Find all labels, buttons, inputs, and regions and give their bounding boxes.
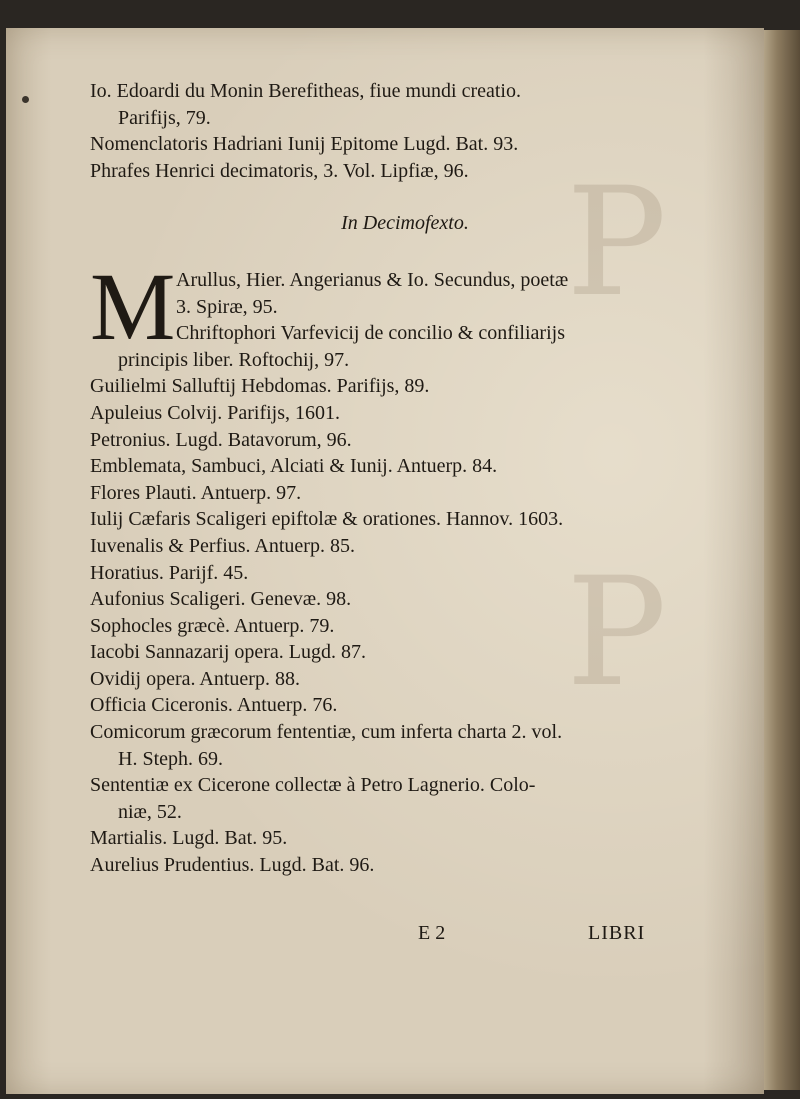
- catalog-entry-line: Ovidij opera. Antuerp. 88.: [90, 667, 300, 690]
- catalog-entry-line: Flores Plauti. Antuerp. 97.: [90, 481, 302, 504]
- catalog-entry-line: H. Steph. 69.: [118, 747, 223, 770]
- catalog-entry-line: Iulij Cæfaris Scaligeri epiftolæ & orationes. Hannov. 1603.: [90, 508, 564, 531]
- dropcap-line: Arullus, Hier. Angerianus & Io. Secundus, poetæ: [176, 268, 569, 291]
- entry-list-top: [90, 78, 680, 184]
- catalog-entry-line: Officia Ciceronis. Antuerp. 76.: [90, 694, 338, 717]
- entry-list-bottom: [90, 347, 680, 879]
- bleed-through-mark: P: [566, 156, 667, 330]
- dropcap-letter: M: [90, 252, 176, 360]
- catalog-entry-line: Iacobi Sannazarij opera. Lugd. 87.: [90, 641, 367, 664]
- catalog-entry-line: principis liber. Roftochij, 97.: [118, 348, 350, 371]
- book-page-edge: [762, 30, 800, 1090]
- dropcap-line: Chriftophori Varfevicij de concilio & confiliarijs: [176, 322, 565, 345]
- catalog-entry-line: Guilielmi Salluftij Hebdomas. Parifijs, 89.: [90, 375, 430, 398]
- section-heading: In Decimofexto.: [341, 212, 469, 235]
- catalog-entry-line: Sophocles græcè. Antuerp. 79.: [90, 614, 335, 637]
- catalog-entry-line: Nomenclatoris Hadriani Iunij Epitome Lugd. Bat. 93.: [90, 133, 519, 156]
- catalog-entry-line: Aurelius Prudentius. Lugd. Bat. 96.: [90, 854, 375, 877]
- catalog-entry-line: Horatius. Parijf. 45.: [90, 561, 249, 584]
- page-dot-mark: [22, 96, 29, 103]
- catalog-entry-line: Apuleius Colvij. Parifijs, 1601.: [90, 401, 340, 424]
- catalog-entry-line: Iuvenalis & Perfius. Antuerp. 85.: [90, 534, 355, 557]
- catalog-entry-line: Emblemata, Sambuci, Alciati & Iunij. Antuerp. 84.: [90, 455, 498, 478]
- page-text: [90, 78, 680, 879]
- signature-mark: E 2: [418, 922, 446, 944]
- catalog-entry-line: Io. Edoardi du Monin Berefitheas, fiue mundi creatio.: [90, 80, 521, 102]
- catalog-entry-line: Parifijs, 79.: [118, 106, 211, 129]
- dropcap-line: 3. Spiræ, 95.: [176, 295, 278, 318]
- catalog-entry-line: niæ, 52.: [118, 800, 182, 823]
- catalog-entry-line: Sententiæ ex Cicerone collectæ à Petro Lagnerio. Colo-: [90, 774, 536, 797]
- catalog-entry-line: Martialis. Lugd. Bat. 95.: [90, 827, 288, 850]
- catalog-entry-line: Phrafes Henrici decimatoris, 3. Vol. Lipfiæ, 96.: [90, 159, 469, 182]
- catchword: LIBRI: [588, 922, 646, 944]
- catalog-entry-line: Aufonius Scaligeri. Genevæ. 98.: [90, 588, 352, 611]
- catalog-entry-line: Petronius. Lugd. Batavorum, 96.: [90, 428, 352, 451]
- catalog-entry-line: Comicorum græcorum fententiæ, cum inferta charta 2. vol.: [90, 721, 563, 744]
- bleed-through-mark: P: [566, 546, 667, 720]
